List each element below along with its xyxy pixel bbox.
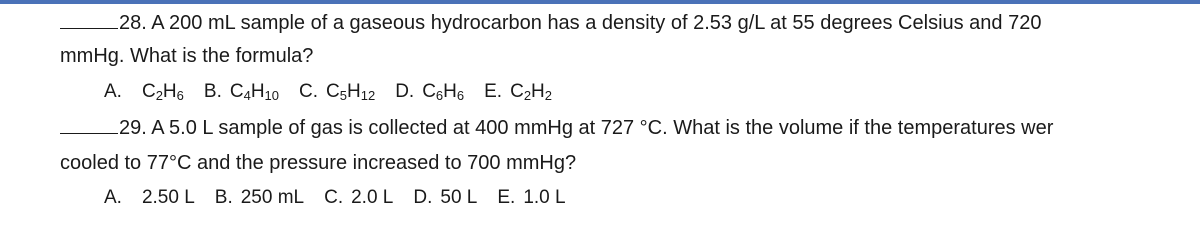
choice-value: 2.0 L (351, 187, 394, 208)
question-text: A 200 mL sample of a gaseous hydrocarbon has a density of 2.53 g/L at 55 degrees Celsius and 720 (151, 12, 1042, 34)
choice-letter: A. (104, 187, 122, 208)
question-28-line-2 (60, 44, 313, 68)
question-text: A 5.0 L sample of gas is collected at 400 mmHg at 727 °C. What is the volume if the temperatures wer (151, 117, 1054, 139)
choice-letter: C. (324, 187, 344, 208)
answer-choice (104, 186, 195, 210)
question-text: mmHg. What is the formula? (60, 45, 314, 67)
choice-letter: E. (497, 187, 516, 208)
question-29-choices (104, 186, 586, 210)
choice-value: $C_5H_{12}$ (326, 81, 376, 103)
question-29-line-2 (60, 151, 576, 175)
answer-blank (60, 11, 118, 29)
answer-choice (413, 186, 477, 210)
choice-letter: D. (413, 187, 433, 208)
answer-choice (484, 80, 552, 104)
choice-letter: B. (214, 187, 233, 208)
choice-value: $C_2H_2$ (510, 81, 553, 103)
answer-blank (60, 116, 118, 134)
question-29-line-1 (60, 116, 1053, 140)
question-28-choices (104, 80, 572, 104)
choice-value: 2.50 L (141, 187, 195, 208)
choice-value: 250 mL (240, 187, 305, 208)
choice-value: 50 L (440, 187, 478, 208)
choice-value: $C_2H_6$ (141, 81, 184, 103)
question-text: cooled to 77°C and the pressure increased to 700 mmHg? (60, 152, 577, 174)
top-border (0, 0, 1200, 4)
answer-choice (324, 186, 393, 210)
answer-choice (215, 186, 304, 210)
answer-choice (204, 80, 279, 104)
question-28-line-1 (60, 11, 1041, 35)
choice-letter: C. (299, 81, 319, 102)
question-number: 28. (119, 12, 147, 34)
choice-letter: A. (104, 81, 122, 102)
choice-letter: E. (484, 81, 503, 102)
choice-value: 1.0 L (523, 187, 566, 208)
choice-letter: B. (203, 81, 222, 102)
choice-value: $C_4H_{10}$ (229, 81, 280, 103)
answer-choice (104, 80, 184, 104)
answer-choice (299, 80, 375, 104)
choice-value: $C_6H_6$ (422, 81, 465, 103)
answer-choice (497, 186, 565, 210)
answer-choice (395, 80, 464, 104)
question-number: 29. (119, 117, 147, 139)
choice-letter: D. (395, 81, 415, 102)
